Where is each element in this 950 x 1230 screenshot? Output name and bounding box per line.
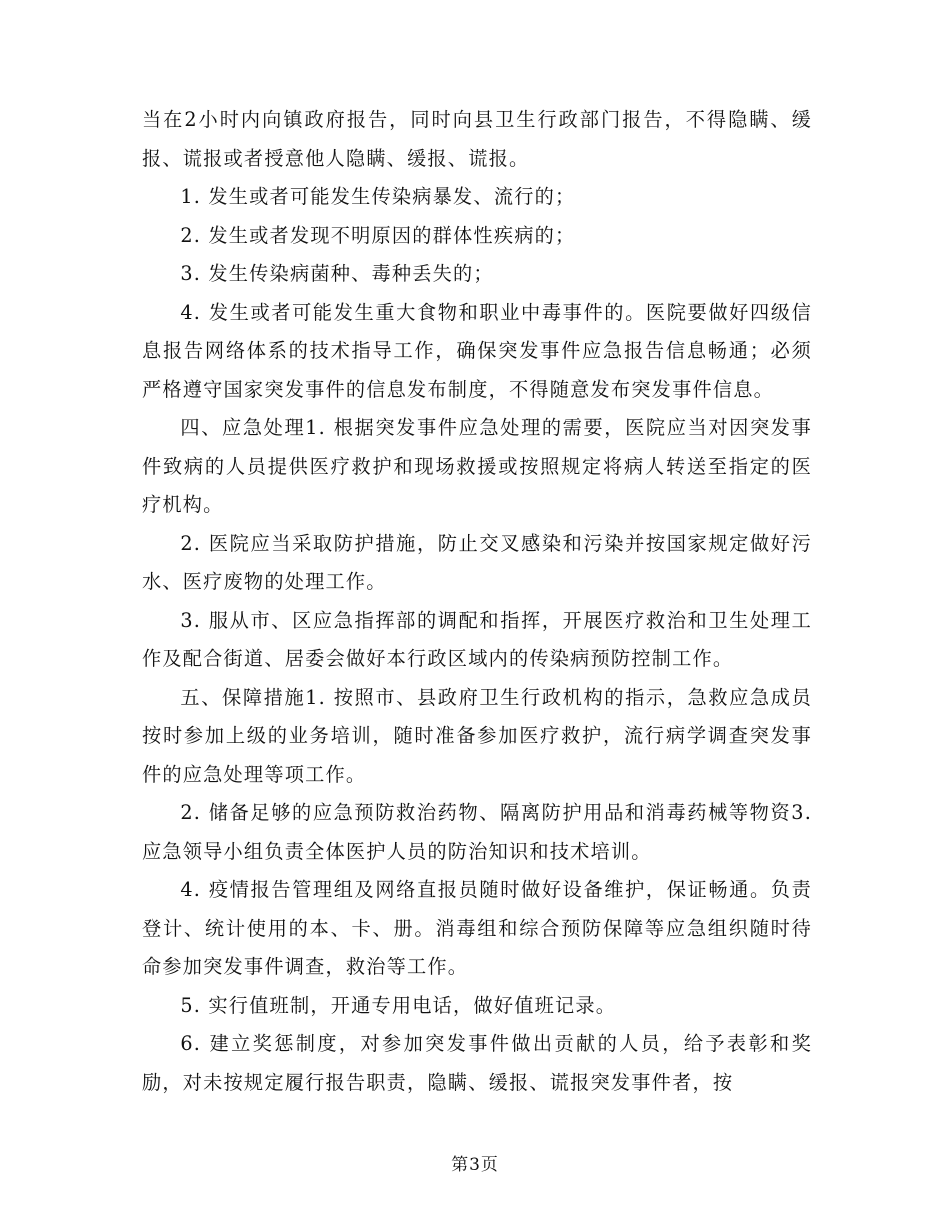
paragraph-safeguards-5: 5. 实行值班制，开通专用电话，做好值班记录。 (180, 993, 617, 1017)
paragraph-item-4: 4. 发生或者可能发生重大食物和职业中毒事件的。医院要做好四级信息报告网络体系的技术指导工作，确保突发事件应急报告信息畅通；必须严格遵守国家突发事件的信息发布制度，不得随意发布突发事件信息。 (142, 300, 812, 401)
paragraph-emergency-3: 3. 服从市、区应急指挥部的调配和指挥，开展医疗救治和卫生处理工作及配合街道、居委会做好本行政区域内的传染病预防控制工作。 (142, 608, 812, 670)
paragraph-item-2: 2. 发生或者发现不明原因的群体性疾病的； (180, 223, 576, 247)
paragraph-item-1: 1. 发生或者可能发生传染病暴发、流行的； (180, 185, 576, 208)
paragraph-continuation: 当在2小时内向镇政府报告，同时向县卫生行政部门报告，不得隐瞒、缓报、谎报或者授意他人隐瞒、缓报、谎报。 (142, 108, 812, 170)
document-body (142, 101, 812, 1102)
page-number: 第3页 (451, 1155, 499, 1175)
paragraph-safeguards-4: 4. 疫情报告管理组及网络直报员随时做好设备维护，保证畅通。负责登计、统计使用的本、卡、册。消毒组和综合预防保障等应急组织随时待命参加突发事件调查，救治等工作。 (142, 878, 812, 978)
paragraph-section-emergency-handling: 四、应急处理1. 根据突发事件应急处理的需要，医院应当对因突发事件致病的人员提供医疗救护和现场救援或按照规定将病人转送至指定的医疗机构。 (142, 416, 812, 516)
paragraph-section-safeguards: 五、保障措施1. 按照市、县政府卫生行政机构的指示，急救应急成员按时参加上级的业务培训，随时准备参加医疗救护，流行病学调查突发事件的应急处理等项工作。 (142, 685, 812, 786)
paragraph-emergency-2: 2. 医院应当采取防护措施，防止交叉感染和污染并按国家规定做好污水、医疗废物的处理工作。 (142, 531, 812, 593)
paragraph-item-3: 3. 发生传染病菌种、毒种丢失的； (180, 262, 494, 285)
paragraph-safeguards-2: 2. 储备足够的应急预防救治药物、隔离防护用品和消毒药械等物资3. 应急领导小组负责全体医护人员的防治知识和技术培训。 (142, 801, 812, 863)
paragraph-safeguards-6: 6. 建立奖惩制度，对参加突发事件做出贡献的人员，给予表彰和奖励，对未按规定履行报告职责，隐瞒、缓报、谎报突发事件者，按 (142, 1032, 812, 1094)
